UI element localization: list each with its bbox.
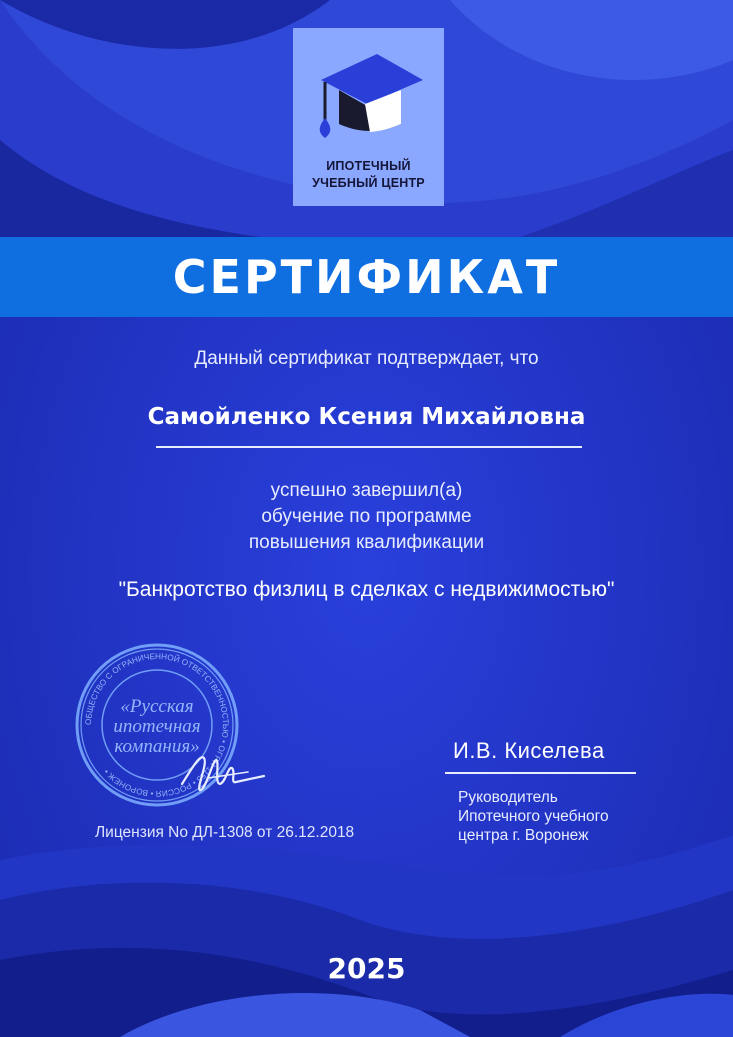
signer-role-line-3: центра г. Воронеж xyxy=(458,827,589,844)
completion-line-1: успешно завершил(а) xyxy=(270,480,463,501)
signer-role xyxy=(458,788,688,845)
program-title: "Банкротство физлиц в сделках с недвижимостью" xyxy=(118,578,615,601)
completion-line-2: обучение по программе xyxy=(261,506,472,527)
logo-line-1: ИПОТЕЧНЫЙ xyxy=(326,159,411,173)
certificate-year: 2025 xyxy=(327,952,406,985)
completion-line-3: повышения квалификации xyxy=(248,532,485,553)
signer-underline xyxy=(445,772,636,774)
stamp-center-line-2: ипотечная xyxy=(113,716,201,737)
name-underline xyxy=(156,446,582,448)
completion-text xyxy=(0,478,733,556)
signer-name: И.В. Киселева xyxy=(453,738,605,763)
stamp-center-line-3: компания» xyxy=(114,736,200,757)
confirm-text: Данный сертификат подтверждает, что xyxy=(194,348,539,369)
signer-role-line-1: Руководитель xyxy=(458,789,558,806)
signer-role-line-2: Ипотечного учебного xyxy=(458,808,609,825)
certificate-title: СЕРТИФИКАТ xyxy=(172,250,561,304)
logo-line-2: УЧЕБНЫЙ ЦЕНТР xyxy=(312,176,425,190)
recipient-name: Самойленко Ксения Михайловна xyxy=(147,404,586,430)
stamp-ring-text: ОБЩЕСТВО С ОГРАНИЧЕННОЙ ОТВЕТСТВЕННОСТЬЮ • ОГРН 1155 • РОССИЯ • ВОРОНЕЖ • xyxy=(83,651,231,799)
stamp-center-line-1: «Русская xyxy=(120,696,194,717)
signature xyxy=(178,748,268,798)
graduation-cap-icon xyxy=(315,52,425,144)
logo xyxy=(293,28,444,206)
license-text: Лицензия No ДЛ-1308 от 26.12.2018 xyxy=(95,824,355,841)
